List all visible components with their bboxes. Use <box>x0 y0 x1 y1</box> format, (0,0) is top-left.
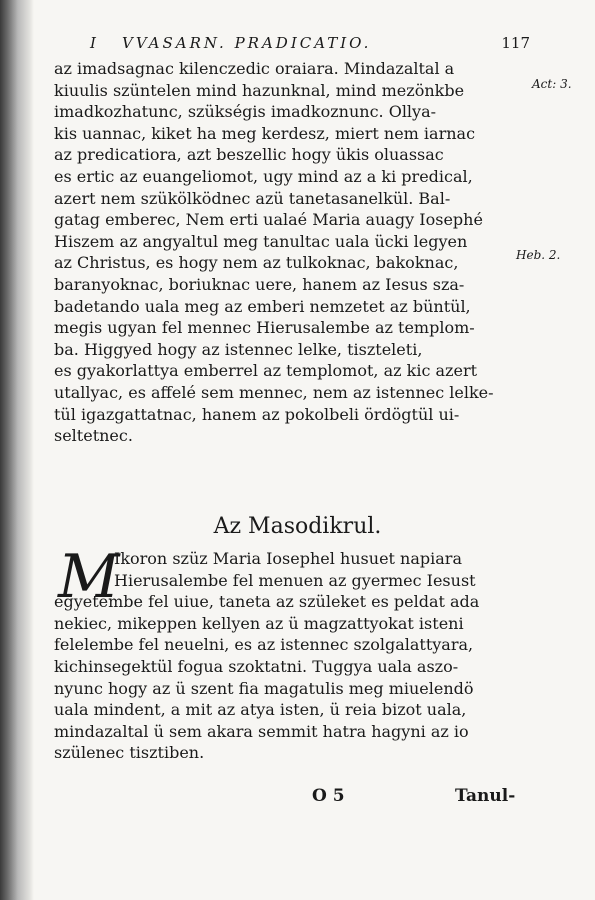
text-line: mindazaltal ü sem akara semmit hatra hagyni az io <box>54 721 469 741</box>
header-title: VVASARN. PRADICATIO. <box>122 34 372 52</box>
text-line: szülenec tisztiben. <box>54 743 205 763</box>
catchword: Tanul- <box>455 786 516 806</box>
text-line: nekiec, mikeppen kellyen az ü magzattyokat isteni <box>54 613 464 633</box>
section-heading: Az Masodikrul. <box>213 514 382 539</box>
text-line: Ikoron szüz Maria Iosephel husuet napiara <box>114 549 462 568</box>
body-text-2 <box>54 542 524 764</box>
text-line: azert nem szükölködnec azü tanetasanelkül. Bal- <box>54 188 451 208</box>
catchline <box>0 786 595 810</box>
text-line: Hierusalembe fel menuen az gyermec Iesust <box>114 570 476 590</box>
text-line: Hiszem az angyaltul meg tanultac uala ücki legyen <box>54 231 468 251</box>
text-line: kiuulis szüntelen mind hazunknal, mind mezönkbe <box>54 80 465 100</box>
text-line: az Christus, es hogy nem az tulkoknac, bakoknac, <box>54 253 459 273</box>
text-line: badetando uala meg az emberi nemzetet az büntül, <box>54 296 471 316</box>
text-line: tül igazgattatnac, hanem az pokolbeli ördögtül ui- <box>54 404 460 424</box>
text-line: seltetnec. <box>54 426 133 446</box>
body-text-1 <box>54 58 524 447</box>
running-header <box>60 34 530 56</box>
signature-mark: O 5 <box>312 786 345 806</box>
text-line: kichinsegektül fogua szoktatni. Tuggya uala aszo- <box>54 656 459 676</box>
text-line: megis ugyan fel mennec Hierusalembe az templom- <box>54 318 475 338</box>
text-line: nyunc hogy az ü szent fia magatulis meg miuelendö <box>54 678 474 698</box>
text-line: felelembe fel neuelni, es az istennec szolgalattyara, <box>54 635 474 655</box>
drop-cap: M <box>58 542 120 612</box>
header-roman: I <box>90 34 99 52</box>
text-line: egyetembe fel uiue, taneta az szüleket es peldat ada <box>54 592 480 612</box>
text-line: kis uannac, kiket ha meg kerdesz, miert nem iarnac <box>54 123 476 143</box>
text-line: az predicatiora, azt beszellic hogy ükis oluassac <box>54 145 444 165</box>
text-line: es gyakorlattya emberrel az templomot, az kic azert <box>54 361 478 381</box>
text-line: baranyoknac, boriuknac uere, hanem az Iesus sza- <box>54 274 465 294</box>
facing-page-edge <box>0 0 34 900</box>
text-line: uala mindent, a mit az atya isten, ü reia bizot uala, <box>54 700 467 720</box>
text-line: utallyac, es affelé sem mennec, nem az istennec lelke- <box>54 382 494 402</box>
text-line: es ertic az euangeliomot, ugy mind az a ki predical, <box>54 166 473 186</box>
page-number: 117 <box>501 34 530 52</box>
text-line: ba. Higgyed hogy az istennec lelke, tiszteleti, <box>54 339 423 359</box>
text-line: imadkozhatunc, szükségis imadkoznunc. Ollya- <box>54 102 437 122</box>
margin-note-heb: Heb. 2. <box>516 248 561 262</box>
margin-note-act: Act: 3. <box>532 77 572 91</box>
text-line: gatag emberec, Nem erti ualaé Maria auagy Iosephé <box>54 210 483 230</box>
text-line: az imadsagnac kilenczedic oraiara. Mindazaltal a <box>54 59 455 78</box>
